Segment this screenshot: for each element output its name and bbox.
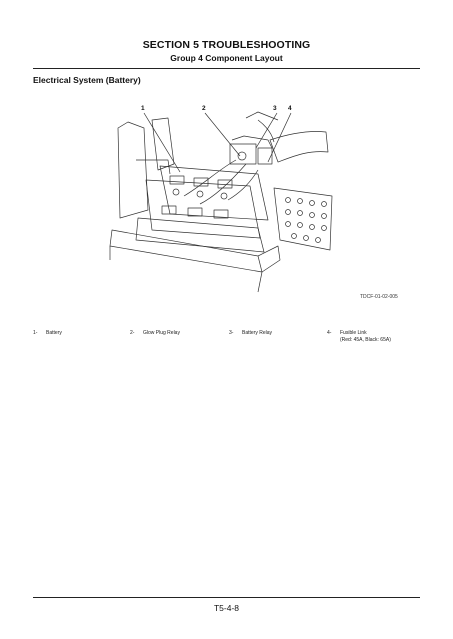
legend-number: 4- [327, 330, 332, 336]
legend-number: 3- [229, 330, 234, 336]
callout-3: 3 [273, 105, 277, 112]
subsection-title: Electrical System (Battery) [33, 75, 141, 85]
group-title: Group 4 Component Layout [170, 53, 283, 63]
callout-2: 2 [202, 105, 206, 112]
battery-layout-illustration [108, 100, 338, 300]
header-rule [33, 68, 420, 69]
footer-rule [33, 597, 420, 598]
legend-label: Fusible Link [340, 330, 367, 336]
figure-code: TDCF-01-02-005 [360, 294, 398, 300]
callout-4: 4 [288, 105, 292, 112]
section-title: SECTION 5 TROUBLESHOOTING [142, 39, 311, 51]
callout-1: 1 [141, 105, 145, 112]
legend-label: Battery [46, 330, 62, 336]
legend-number: 1- [33, 330, 38, 336]
legend-number: 2- [130, 330, 135, 336]
legend-label: Battery Relay [242, 330, 273, 336]
legend-label: Glow Plug Relay [143, 330, 180, 336]
page-number: T5-4-8 [213, 603, 240, 613]
legend-note: (Red: 45A, Black: 65A) [340, 337, 391, 343]
